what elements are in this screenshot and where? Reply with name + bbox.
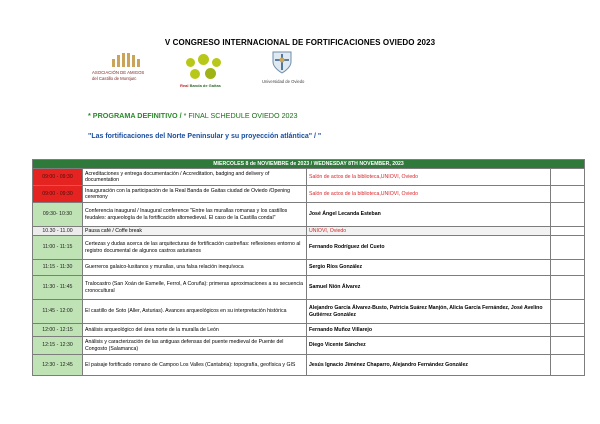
day-header: MIERCOLES 8 de NOVIEMBRE de 2023 / WEDNESDAY 8TH NOVEMBER, 2023 [33,160,585,169]
table-row [33,236,585,260]
row-speaker: Sergio Ríos González [307,260,551,276]
row-speaker: Fernando Muñoz Villarejo [307,324,551,337]
university-crest-icon [270,50,294,74]
day-header-row [33,160,585,169]
schedule-table [32,159,585,376]
row-location: Salón de actos de la biblioteca,UNIOVI, Oviedo [307,186,551,203]
row-activity: Inauguración con la participación de la Real Banda de Gaitas ciudad de Oviedo /Opening ceremony [83,186,307,203]
table-row [33,186,585,203]
row-activity: El paisaje fortificado romano de Campoo Los Valles (Cantabria): topografía, geofísica y GIS [83,355,307,376]
table-row [33,169,585,186]
row-time: 11:00 - 11:15 [33,236,83,260]
row-activity: Análisis y caracterización de las antiguas defensas del puente medieval de Puente del Congosto (Salamanca) [83,337,307,355]
row-location: UNIOVI, Oviedo [307,227,551,236]
row-activity: Guerreros galaico-lusitanos y murallas, una falsa relación inequívoca [83,260,307,276]
row-blank [551,355,585,376]
row-blank [551,324,585,337]
row-speaker: Alejandro García Álvarez-Busto, Patricia Suárez Manjón, Alicia García Fernández, José Avelino Gutiérrez González [307,300,551,324]
row-time: 10.30 - 11.00 [33,227,83,236]
congress-title: V CONGRESO INTERNACIONAL DE FORTIFICACIONES OVIEDO 2023 [164,38,436,47]
row-location: Salón de actos de la biblioteca,UNIOVI, Oviedo [307,169,551,186]
row-blank [551,300,585,324]
row-time: 11:15 - 11:30 [33,260,83,276]
montjuic-association-logo [88,50,170,86]
table-row [33,260,585,276]
row-activity: Acreditaciones y entrega documentación / Accreditation, badging and delivery of documentation [83,169,307,186]
row-time: 11:30 - 11:45 [33,276,83,300]
table-row [33,355,585,376]
logo3-caption: Universidad de Oviedo [262,79,305,84]
table-row [33,324,585,337]
row-blank [551,203,585,227]
row-speaker: José Ángel Lecanda Esteban [307,203,551,227]
table-row [33,300,585,324]
row-activity: Pausa café / Coffe break [83,227,307,236]
row-blank [551,186,585,203]
row-blank [551,227,585,236]
row-speaker: Diego Vicente Sánchez [307,337,551,355]
row-activity: Análisis arqueológico del área norte de la muralla de León [83,324,307,337]
row-time: 09:00 - 09:30 [33,169,83,186]
bagpipe-band-logo [178,54,240,90]
university-logo [252,50,320,90]
row-activity: Certezas y dudas acerca de las arquitecturas de fortificación castreñas: reflexiones entorno al registro documental de algunos castros asturianos [83,236,307,260]
row-activity: Tralocastro (San Xoán de Esmelle, Ferrol, A Coruña): primeras aproximaciones a su secuencia cronocultural [83,276,307,300]
row-speaker: Fernando Rodríguez del Cueto [307,236,551,260]
table-row [33,227,585,236]
row-blank [551,169,585,186]
row-speaker: Jesús Ignacio Jiménez Chaparro, Alejandro Fernández González [307,355,551,376]
table-row [33,203,585,227]
logo1-line1: ASOCIACIÓN DE AMIGOS [92,70,145,75]
row-time: 09:30- 10:30 [33,203,83,227]
row-blank [551,276,585,300]
logo2-caption: Real Banda de Gaitas [180,83,221,88]
program-subtitle: "Las fortificaciones del Norte Peninsular y su proyección atlántica" / " [88,133,322,140]
row-blank [551,236,585,260]
row-time: 12:15 - 12:30 [33,337,83,355]
row-time: 12:00 - 12:15 [33,324,83,337]
row-blank [551,260,585,276]
row-blank [551,337,585,355]
row-activity: El castillo de Soto (Aller, Asturias). Avances arqueológicos en su interpretación histórica [83,300,307,324]
row-time: 12:30 - 12:45 [33,355,83,376]
row-time: 09:00 - 09:30 [33,186,83,203]
row-activity: Conferencia inaugural / Inaugural conference "Entre las murallas romanas y los castillos feudales: arqueología de la fortificación altomedieval. El caso de la Castilla condal" [83,203,307,227]
program-heading: * PROGRAMA DEFINITIVO / * FINAL SCHEDULE OVIEDO 2023 [88,111,298,120]
table-row [33,276,585,300]
castle-icon [112,53,144,67]
table-row [33,337,585,355]
row-time: 11:45 - 12:00 [33,300,83,324]
logo1-line2: del Castillo de Montjuïc [92,76,137,81]
row-speaker: Samuel Nión Álvarez [307,276,551,300]
